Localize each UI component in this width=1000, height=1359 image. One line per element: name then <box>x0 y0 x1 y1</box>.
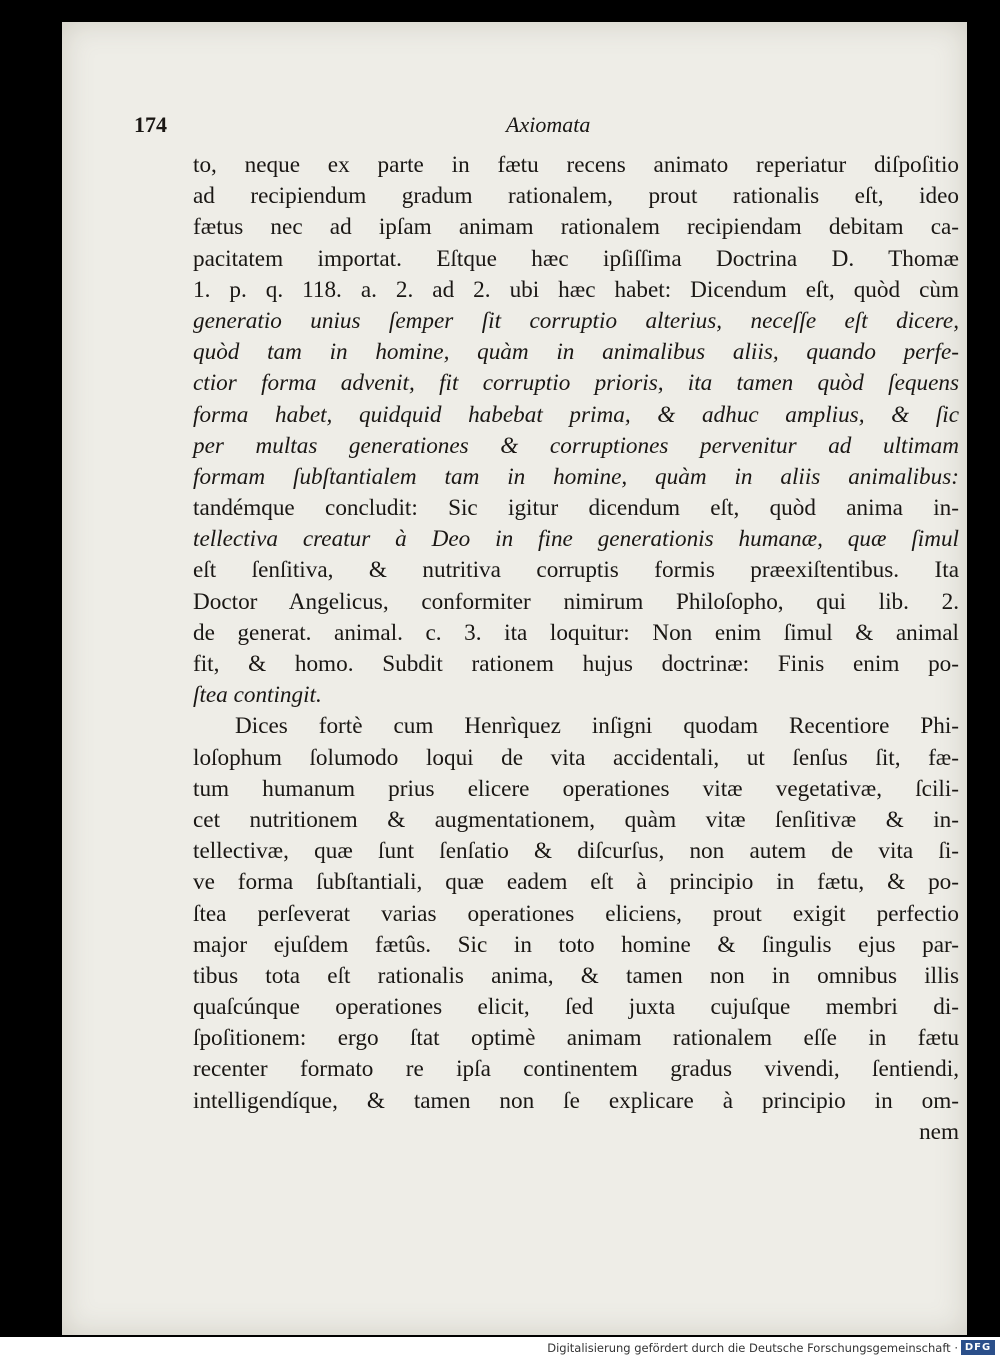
text-line: fætus nec ad ipſam animam rationalem recipiendam debitam ca- <box>193 214 959 241</box>
text-line: tandémque concludit: Sic igitur dicendum eſt, quòd anima in- <box>193 495 959 522</box>
text-line: ſtea contingit. <box>193 682 322 709</box>
text-line: ſpoſitionem: ergo ſtat optimè animam rationalem eſſe in fætu <box>193 1025 959 1052</box>
text-line: cet nutritionem & augmentationem, quàm vitæ ſenſitivæ & in- <box>193 806 959 833</box>
text-line: tellectiva creatur à Deo in fine generationis humanæ, quæ ſimul <box>193 526 959 553</box>
funding-credit: Digitalisierung gefördert durch die Deutsche Forschungsgemeinschaft · <box>547 1341 958 1355</box>
text-line: fit, & homo. Subdit rationem hujus doctrinæ: Finis enim po- <box>193 651 959 677</box>
body-text <box>193 150 959 1148</box>
running-title: Axiomata <box>506 112 591 137</box>
text-line: Dices fortè cum Henrìquez inſigni quodam Recentiore Phi- <box>235 713 959 740</box>
text-line: forma habet, quidquid habebat prima, & adhuc amplius, & ſic <box>193 401 959 428</box>
text-line: Doctor Angelicus, conformiter nimirum Philoſopho, qui lib. 2. <box>193 588 959 615</box>
text-line: eſt ſenſitiva, & nutritiva corruptis formis præexiſtentibus. Ita <box>193 557 959 584</box>
page-number: 174 <box>134 112 167 137</box>
text-line: to, neque ex parte in fætu recens animato reperiatur diſpoſitio <box>193 152 959 178</box>
text-line: generatio unius ſemper ſit corruptio alterius, neceſſe eſt dicere, <box>193 307 959 334</box>
text-line: major ejuſdem fætûs. Sic in toto homine & ſingulis ejus par- <box>193 931 959 958</box>
text-line: nem <box>919 1118 959 1145</box>
page-header <box>134 112 954 146</box>
text-line: de generat. animal. c. 3. ita loquitur: Non enim ſimul & animal <box>193 619 959 646</box>
text-line: loſophum ſolumodo loqui de vita accidentali, ut ſenſus ſit, fæ- <box>193 744 959 771</box>
text-line: ctior forma advenit, fit corruptio prioris, ita tamen quòd ſequens <box>193 370 959 397</box>
text-line: tellectivæ, quæ ſunt ſenſatio & diſcurſus, non autem de vita ſi- <box>193 838 959 865</box>
text-line: intelligendíque, & tamen non ſe explicare à principio in om- <box>193 1087 959 1114</box>
footer-bar <box>0 1337 1000 1359</box>
text-line: ad recipiendum gradum rationalem, prout rationalis eſt, ideo <box>193 183 959 210</box>
text-line: ve forma ſubſtantiali, quæ eadem eſt à principio in fætu, & po- <box>193 869 959 896</box>
dfg-logo: DFG <box>961 1340 995 1355</box>
text-line: tibus tota eſt rationalis anima, & tamen non in omnibus illis <box>193 962 959 989</box>
text-line: pacitatem importat. Eſtque hæc ipſiſſima Doctrina D. Thomæ <box>193 245 959 272</box>
text-line: 1. p. q. 118. a. 2. ad 2. ubi hæc habet: Dicendum eſt, quòd cùm <box>193 276 959 303</box>
text-line: quaſcúnque operationes elicit, ſed juxta cujuſque membri di- <box>193 994 959 1021</box>
text-line: tum humanum prius elicere operationes vitæ vegetativæ, ſcili- <box>193 775 959 802</box>
text-line: formam ſubſtantialem tam in homine, quàm in aliis animalibus: <box>193 463 959 490</box>
text-line: recenter formato re ipſa continentem gradus vivendi, ſentiendi, <box>193 1056 959 1083</box>
text-line: quòd tam in homine, quàm in animalibus aliis, quando perfe- <box>193 339 959 366</box>
text-line: per multas generationes & corruptiones pervenitur ad ultimam <box>193 432 959 459</box>
text-line: ſtea perſeverat varias operationes eliciens, prout exigit perfectio <box>193 900 959 927</box>
